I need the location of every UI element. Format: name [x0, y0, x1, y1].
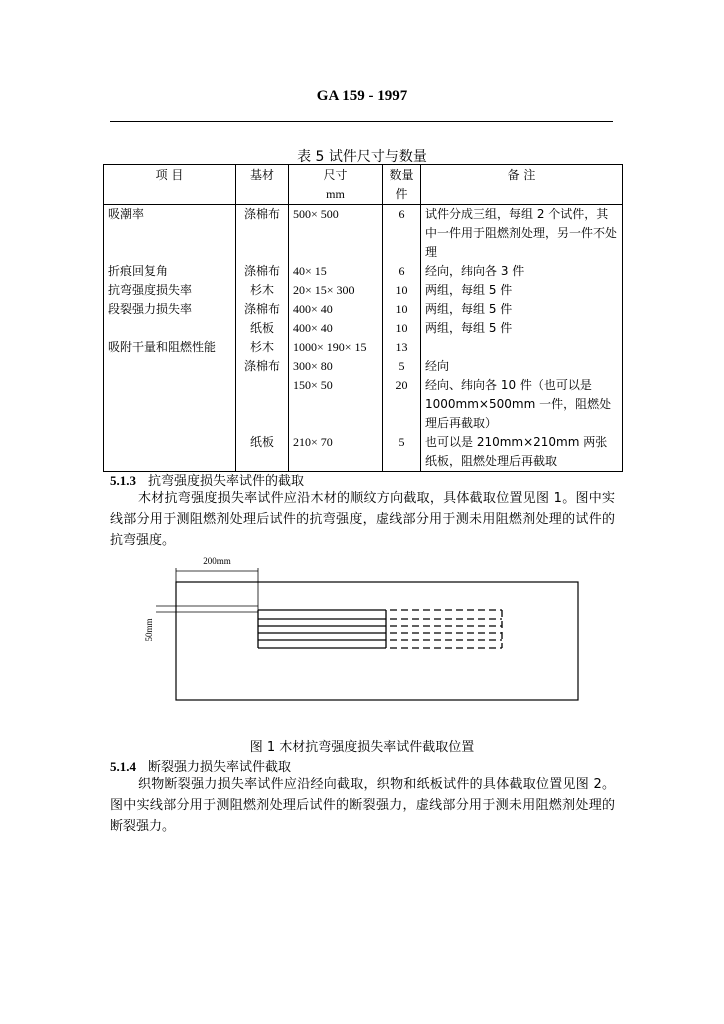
cell-qty: 10	[383, 281, 421, 300]
section-heading-5-1-4	[110, 756, 291, 775]
header-size	[289, 165, 383, 205]
cell-item	[104, 376, 236, 433]
dimension-height-label: 50mm	[144, 618, 154, 642]
cell-item	[104, 433, 236, 472]
table-row	[104, 281, 623, 300]
dimension-height	[144, 606, 258, 642]
cell-qty: 13	[383, 338, 421, 357]
cell-note	[421, 338, 623, 357]
table-row	[104, 319, 623, 338]
header-rule	[110, 121, 613, 122]
header-size-label: 尺寸	[323, 168, 348, 182]
cell-item: 段裂强力损失率	[104, 300, 236, 319]
cell-qty: 5	[383, 433, 421, 472]
dimension-width	[176, 556, 258, 612]
cell-material: 涤棉布	[236, 262, 289, 281]
cell-material: 涤棉布	[236, 300, 289, 319]
cell-qty: 5	[383, 357, 421, 376]
cell-qty: 10	[383, 319, 421, 338]
cell-item: 吸附干量和阻燃性能	[104, 338, 236, 357]
cell-qty: 6	[383, 205, 421, 263]
cell-note: 经向	[421, 357, 623, 376]
cell-material: 涤棉布	[236, 357, 289, 376]
header-qty-unit: 件	[395, 187, 408, 201]
cell-size: 210× 70	[289, 433, 383, 472]
figure-1-diagram	[140, 552, 584, 708]
cell-material	[236, 376, 289, 433]
cell-size: 400× 40	[289, 300, 383, 319]
header-qty-label: 数量	[389, 168, 414, 182]
cell-material: 涤棉布	[236, 205, 289, 263]
section-text-5-1-3: 木材抗弯强度损失率试件应沿木材的顺纹方向截取，具体截取位置见图 1。图中实线部分用于测阻燃剂处理后试件的抗弯强度，虚线部分用于测未用阻燃剂处理的试件的抗弯强度。	[110, 491, 615, 548]
specimen-table	[103, 164, 623, 472]
cell-note: 经向、纬向各 10 件（也可以是1000mm×500mm 一件，阻燃处理后再截取）	[421, 376, 623, 433]
dashed-specimen-strips	[390, 610, 502, 648]
board-outline	[176, 582, 578, 700]
cell-material: 杉木	[236, 338, 289, 357]
table-row	[104, 300, 623, 319]
cell-note: 两组，每组 5 件	[421, 300, 623, 319]
cell-material: 纸板	[236, 319, 289, 338]
section-text-5-1-4: 织物断裂强力损失率试件应沿经向截取，织物和纸板试件的具体截取位置见图 2。图中实线部分用于测阻燃剂处理后试件的断裂强力，虚线部分用于测未用阻燃剂处理的断裂强力。	[110, 777, 615, 834]
table-row	[104, 433, 623, 472]
cell-item: 抗弯强度损失率	[104, 281, 236, 300]
cell-note: 两组，每组 5 件	[421, 319, 623, 338]
cell-size: 1000× 190× 15	[289, 338, 383, 357]
cell-qty: 20	[383, 376, 421, 433]
dimension-width-label: 200mm	[203, 556, 231, 566]
cell-item: 吸潮率	[104, 205, 236, 263]
cell-note: 经向，纬向各 3 件	[421, 262, 623, 281]
cell-size: 500× 500	[289, 205, 383, 263]
cell-qty: 6	[383, 262, 421, 281]
cell-material: 纸板	[236, 433, 289, 472]
cell-size: 20× 15× 300	[289, 281, 383, 300]
section-number: 5.1.4	[110, 759, 136, 774]
standard-code: GA 159 - 1997	[316, 88, 408, 104]
table-row	[104, 357, 623, 376]
table-row	[104, 338, 623, 357]
cell-material: 杉木	[236, 281, 289, 300]
cell-item	[104, 319, 236, 338]
header-size-unit: mm	[326, 187, 345, 201]
section-number: 5.1.3	[110, 473, 136, 488]
table-row	[104, 262, 623, 281]
section-title: 抗弯强度损失率试件的截取	[148, 474, 305, 489]
cell-size: 300× 80	[289, 357, 383, 376]
section-heading-5-1-3	[110, 470, 304, 489]
cell-item: 折痕回复角	[104, 262, 236, 281]
section-title: 断裂强力损失率试件截取	[148, 760, 292, 775]
table-row	[104, 376, 623, 433]
header-note: 备 注	[421, 165, 623, 205]
cell-size: 400× 40	[289, 319, 383, 338]
table-header-row	[104, 165, 623, 205]
table-caption: 表 5 试件尺寸与数量	[297, 149, 427, 165]
header-qty	[383, 165, 421, 205]
cell-size: 150× 50	[289, 376, 383, 433]
cell-note: 两组，每组 5 件	[421, 281, 623, 300]
cell-size: 40× 15	[289, 262, 383, 281]
cell-note: 试件分成三组，每组 2 个试件，其中一件用于阻燃剂处理，另一件不处理	[421, 205, 623, 263]
cell-item	[104, 357, 236, 376]
figure-1-caption: 图 1 木材抗弯强度损失率试件截取位置	[249, 740, 475, 755]
header-material: 基材	[236, 165, 289, 205]
table-row	[104, 205, 623, 263]
cell-qty: 10	[383, 300, 421, 319]
cell-note: 也可以是 210mm×210mm 两张纸板，阻燃处理后再截取	[421, 433, 623, 472]
header-item: 项 目	[104, 165, 236, 205]
solid-specimen-strips	[258, 610, 386, 648]
